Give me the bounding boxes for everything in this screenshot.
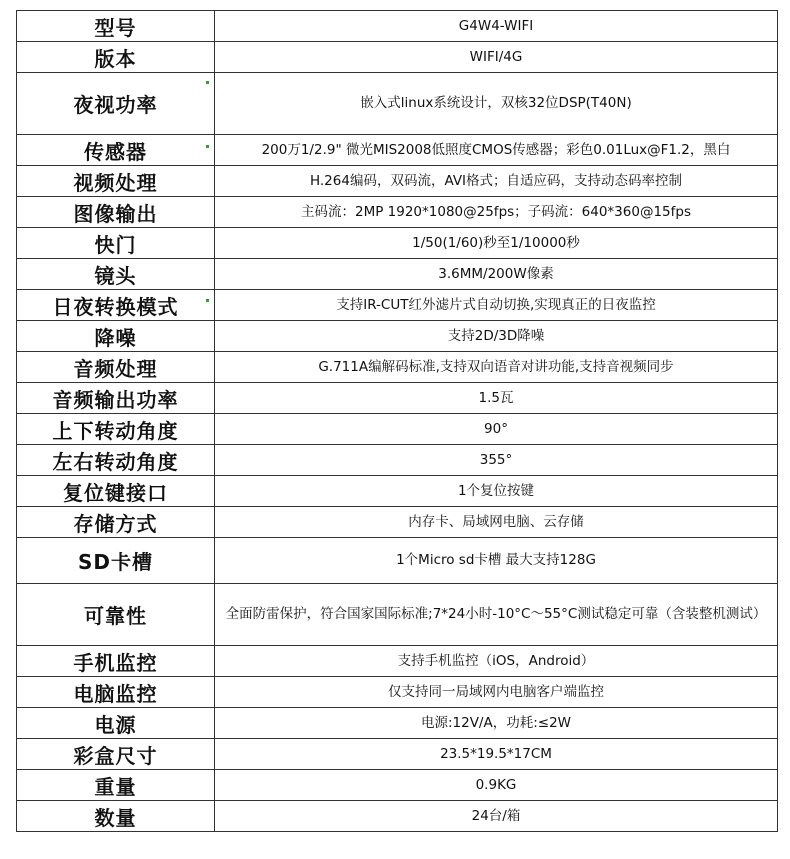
spec-value: 355° [215, 445, 778, 476]
spec-value: 主码流：2MP 1920*1080@25fps；子码流：640*360@15fps [215, 197, 778, 228]
spec-table [16, 10, 778, 832]
spec-label: 降噪 [17, 321, 215, 352]
spec-label: 音频处理 [17, 352, 215, 383]
spec-label: 日夜转换模式 [17, 290, 215, 321]
spec-value: 1/50(1/60)秒至1/10000秒 [215, 228, 778, 259]
spec-row [17, 538, 778, 584]
spec-value: 支持IR-CUT红外滤片式自动切换,实现真正的日夜监控 [215, 290, 778, 321]
spec-row [17, 801, 778, 832]
spec-row [17, 646, 778, 677]
spec-row [17, 290, 778, 321]
spec-value: 3.6MM/200W像素 [215, 259, 778, 290]
spec-label: 上下转动角度 [17, 414, 215, 445]
spec-value: 1个Micro sd卡槽 最大支持128G [215, 538, 778, 584]
spec-value: 24台/箱 [215, 801, 778, 832]
spec-value: 90° [215, 414, 778, 445]
spec-value: 电源:12V/A，功耗:≤2W [215, 708, 778, 739]
spec-row [17, 708, 778, 739]
cell-corner-mark [206, 145, 209, 148]
spec-value: 支持手机监控（iOS，Android） [215, 646, 778, 677]
spec-value: G.711A编解码标准,支持双向语音对讲功能,支持音视频同步 [215, 352, 778, 383]
spec-row [17, 383, 778, 414]
spec-value: 1个复位按键 [215, 476, 778, 507]
spec-row [17, 677, 778, 708]
spec-label: 电源 [17, 708, 215, 739]
spec-label: 型号 [17, 11, 215, 42]
spec-row [17, 414, 778, 445]
spec-label: 版本 [17, 42, 215, 73]
spec-label: SD卡槽 [17, 538, 215, 584]
spec-row [17, 228, 778, 259]
spec-row [17, 135, 778, 166]
spec-label: 夜视功率 [17, 73, 215, 135]
spec-value: 1.5瓦 [215, 383, 778, 414]
spec-label: 可靠性 [17, 584, 215, 646]
spec-label: 数量 [17, 801, 215, 832]
spec-value: 支持2D/3D降噪 [215, 321, 778, 352]
spec-value: WIFI/4G [215, 42, 778, 73]
spec-row [17, 73, 778, 135]
spec-label: 左右转动角度 [17, 445, 215, 476]
spec-label: 存储方式 [17, 507, 215, 538]
spec-value: 内存卡、局域网电脑、云存储 [215, 507, 778, 538]
spec-row [17, 445, 778, 476]
spec-label: 传感器 [17, 135, 215, 166]
spec-value: 嵌入式linux系统设计，双核32位DSP(T40N) [215, 73, 778, 135]
spec-row [17, 770, 778, 801]
spec-label: 快门 [17, 228, 215, 259]
spec-row [17, 476, 778, 507]
spec-table-body [17, 11, 778, 832]
spec-row [17, 11, 778, 42]
spec-row [17, 42, 778, 73]
spec-row [17, 259, 778, 290]
spec-value: 200万1/2.9" 微光MIS2008低照度CMOS传感器；彩色0.01Lux@F1.2，黑白 [215, 135, 778, 166]
spec-row [17, 507, 778, 538]
spec-label: 镜头 [17, 259, 215, 290]
cell-corner-mark [206, 81, 209, 84]
spec-label: 复位键接口 [17, 476, 215, 507]
spec-row [17, 321, 778, 352]
spec-value: 23.5*19.5*17CM [215, 739, 778, 770]
spec-label: 手机监控 [17, 646, 215, 677]
spec-label: 彩盒尺寸 [17, 739, 215, 770]
spec-label: 电脑监控 [17, 677, 215, 708]
spec-value: 0.9KG [215, 770, 778, 801]
spec-row [17, 197, 778, 228]
spec-row [17, 584, 778, 646]
spec-label: 视频处理 [17, 166, 215, 197]
spec-value: G4W4-WIFI [215, 11, 778, 42]
spec-label: 图像输出 [17, 197, 215, 228]
spec-row [17, 352, 778, 383]
spec-row [17, 166, 778, 197]
spec-row [17, 739, 778, 770]
spec-label: 重量 [17, 770, 215, 801]
spec-value: 仅支持同一局域网内电脑客户端监控 [215, 677, 778, 708]
spec-value: H.264编码，双码流，AVI格式；自适应码，支持动态码率控制 [215, 166, 778, 197]
spec-value: 全面防雷保护，符合国家国际标准;7*24小时-10°C～55°C测试稳定可靠（含装整机测试） [215, 584, 778, 646]
cell-corner-mark [206, 299, 209, 302]
spec-label: 音频输出功率 [17, 383, 215, 414]
